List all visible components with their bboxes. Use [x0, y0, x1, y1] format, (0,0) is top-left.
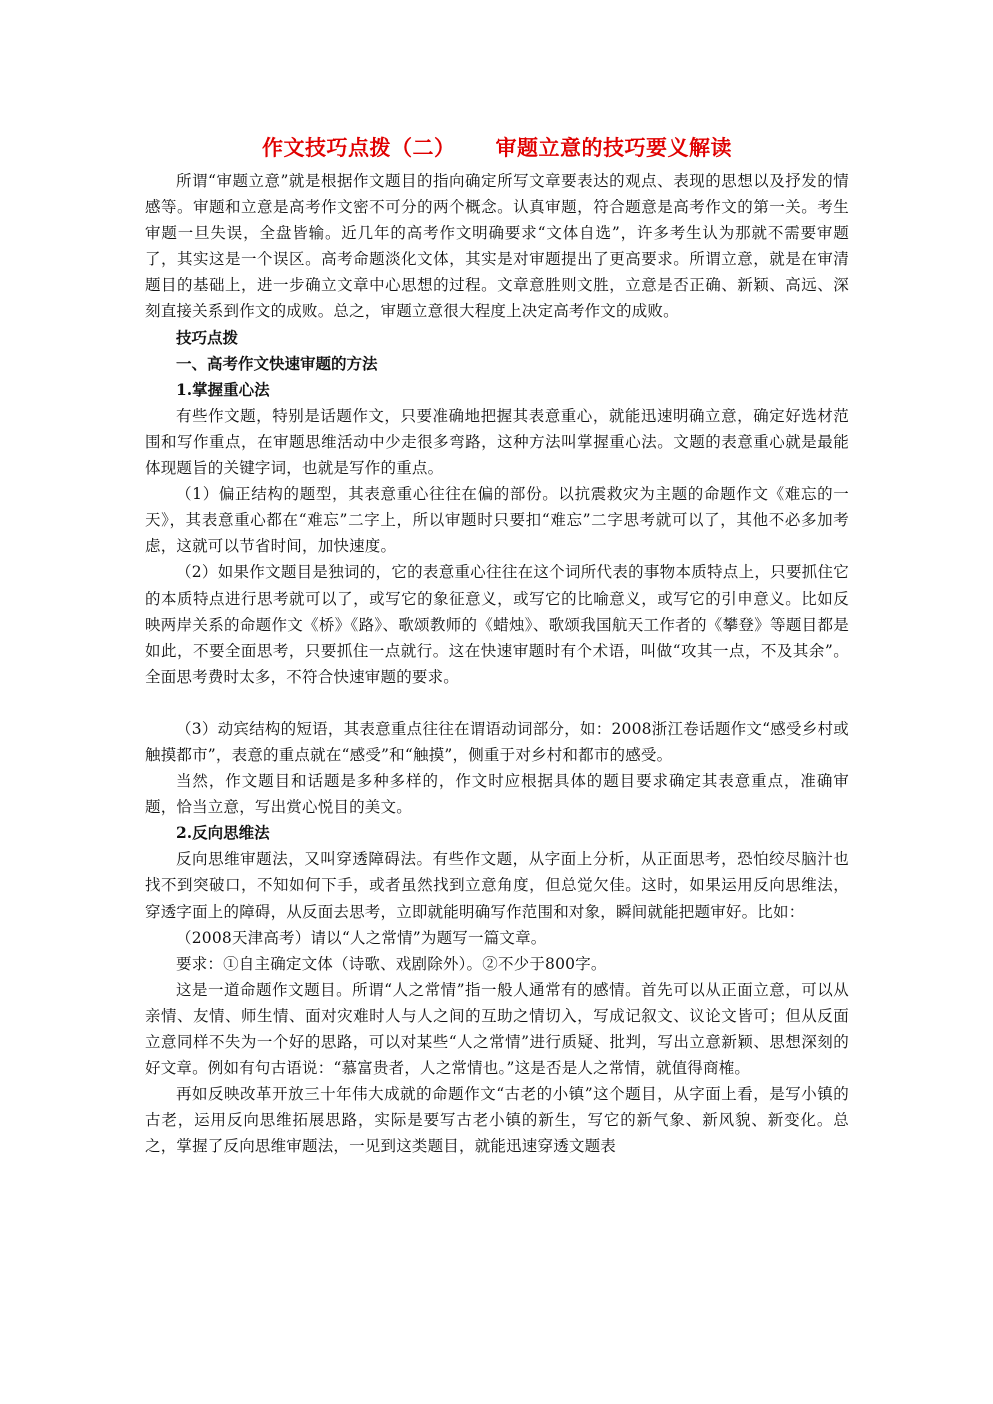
method2-paragraph-3: 要求：①自主确定文体（诗歌、戏剧除外）。②不少于800字。 — [176, 954, 607, 973]
method2-paragraph-5: 再如反映改革开放三十年伟大成就的命题作文“古老的小镇”这个题目，从字面上看，是写小镇的古老，运用反向思维拓展思路，实际是要写古老小镇的新生，写它的新气象、新风貌、新变化。总之，掌握了反向思维审题法，一见到这类题目，就能迅速穿透文题表 — [145, 1085, 849, 1156]
title-part-2: 审题立意的技巧要义解读 — [495, 135, 732, 160]
heading-method-2: 2.反向思维法 — [176, 823, 270, 843]
method1-paragraph-3: （2）如果作文题目是独词的，它的表意重心往往在这个词所代表的事物本质特点上，只要抓住它的本质特点进行思考就可以了，或写它的象征意义，或写它的比喻意义，或写它的引申意义。比如反映两岸关系的命题作文《桥》《路》、歌颂教师的《蜡烛》、歌颂我国航天工作者的《攀登》等题目都是如此，不要全面思考，只要抓住一点就行。这在快速审题时有个术语，叫做“攻其一点，不及其余”。全面思考费时太多，不符合快速审题的要求。 — [145, 563, 849, 686]
title-part-1: 作文技巧点拨（二） — [262, 135, 456, 160]
document-page — [145, 128, 849, 1159]
method1-paragraph-2: （1）偏正结构的题型，其表意重心往往在偏的部份。以抗震救灾为主题的命题作文《难忘的一天》，其表意重心都在“难忘”二字上，所以审题时只要扣“难忘”二字思考就可以了，其他不必多加考虑，这就可以节省时间，加快速度。 — [145, 485, 849, 556]
method2-paragraph-4: 这是一道命题作文题目。所谓“人之常情”指一般人通常有的感情。首先可以从正面立意，可以从亲情、友情、师生情、面对灾难时人与人之间的互助之情切入，写成记叙文、议论文皆可；但从反面立意同样不失为一个好的思路，可以对某些“人之常情”进行质疑、批判，写出立意新颖、思想深刻的好文章。例如有句古语说：“慕富贵者，人之常情也。”这是否是人之常情，就值得商榷。 — [145, 980, 849, 1078]
heading-method-1: 1.掌握重心法 — [176, 379, 270, 399]
method2-paragraph-1: 反向思维审题法，又叫穿透障碍法。有些作文题，从字面上分析，从正面思考，恐怕绞尽脑汁也找不到突破口，不知如何下手，或者虽然找到立意角度，但总觉欠佳。这时，如果运用反向思维法，穿透字面上的障碍，从反面去思考，立即就能明确写作范围和对象，瞬间就能把题审好。比如： — [145, 850, 849, 921]
paragraph-spacer — [145, 690, 849, 716]
heading-tips: 技巧点拨 — [176, 327, 239, 347]
method2-paragraph-2: （2008天津高考）请以“人之常情”为题写一篇文章。 — [176, 928, 547, 947]
method1-paragraph-4: （3）动宾结构的短语，其表意重点往往在谓语动词部分，如：2008浙江卷话题作文“感受乡村或触摸都市”，表意的重点就在“感受”和“触摸”，侧重于对乡村和都市的感受。 — [145, 719, 849, 764]
heading-section-1: 一、高考作文快速审题的方法 — [176, 353, 378, 373]
document-title — [145, 128, 849, 168]
method1-paragraph-5: 当然，作文题目和话题是多种多样的，作文时应根据具体的题目要求确定其表意重点，准确审题，恰当立意，写出赏心悦目的美文。 — [145, 772, 849, 817]
method1-paragraph-1: 有些作文题，特别是话题作文，只要准确地把握其表意重心，就能迅速明确立意，确定好选材范围和写作重点，在审题思维活动中少走很多弯路，这种方法叫掌握重心法。文题的表意重心就是最能体现题旨的关键字词，也就是写作的重点。 — [145, 406, 849, 478]
intro-paragraph: 所谓“审题立意”就是根据作文题目的指向确定所写文章要表达的观点、表现的思想以及抒发的情感等。审题和立意是高考作文密不可分的两个概念。认真审题，符合题意是高考作文的第一关。考生审题一旦失误，全盘皆输。近几年的高考作文明确要求“文体自选”，许多考生认为那就不需要审题了，其实这是一个误区。高考命题淡化文体，其实是对审题提出了更高要求。所谓立意，就是在审清题目的基础上，进一步确立文章中心思想的过程。文章意胜则文胜，立意是否正确、新颖、高远、深刻直接关系到作文的成败。总之，审题立意很大程度上决定高考作文的成败。 — [145, 172, 849, 321]
